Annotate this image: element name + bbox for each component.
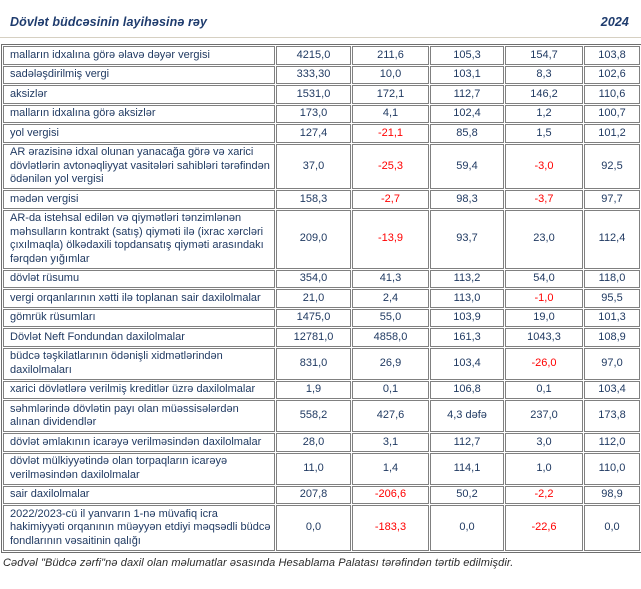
row-value: -2,7 [352, 190, 429, 209]
row-value: 0,0 [276, 505, 351, 551]
row-value: 103,1 [430, 66, 504, 85]
row-value: 4215,0 [276, 46, 351, 65]
row-value: 4,3 dəfə [430, 400, 504, 432]
row-value: 3,0 [505, 433, 583, 452]
row-value: 110,0 [584, 453, 640, 485]
row-label: mədən vergisi [3, 190, 275, 209]
document-header [0, 0, 641, 38]
row-value: 103,4 [584, 381, 640, 400]
row-label: malların idxalına görə əlavə dəyər vergisi [3, 46, 275, 65]
row-value: 12781,0 [276, 328, 351, 347]
table-row [3, 46, 640, 65]
row-value: 95,5 [584, 289, 640, 308]
row-value: 1,9 [276, 381, 351, 400]
row-value: 209,0 [276, 210, 351, 269]
row-value: -13,9 [352, 210, 429, 269]
row-value: -3,7 [505, 190, 583, 209]
row-value: -21,1 [352, 124, 429, 143]
row-value: 1,2 [505, 105, 583, 124]
page-title: Dövlət büdcəsinin layihəsinə rəy [10, 15, 208, 29]
table-row [3, 66, 640, 85]
year-label: 2024 [600, 15, 629, 29]
row-value: 110,6 [584, 85, 640, 104]
row-value: 3,1 [352, 433, 429, 452]
row-value: 831,0 [276, 348, 351, 380]
row-value: 158,3 [276, 190, 351, 209]
row-value: 154,7 [505, 46, 583, 65]
row-label: dövlət rüsumu [3, 270, 275, 289]
row-label: aksizlər [3, 85, 275, 104]
row-label: Dövlət Neft Fondundan daxilolmalar [3, 328, 275, 347]
row-value: 112,4 [584, 210, 640, 269]
row-value: 161,3 [430, 328, 504, 347]
row-label: vergi orqanlarının xətti ilə toplanan sair daxilolmalar [3, 289, 275, 308]
row-value: 93,7 [430, 210, 504, 269]
row-value: 11,0 [276, 453, 351, 485]
table-row [3, 486, 640, 505]
row-label: AR-da istehsal edilən və qiymətləri tənzimlənən məhsulların kontrakt (satış) qiyməti ilə (ixrac xərcləri çıxılmaqla) ölkədaxili topdansatış qiyməti arasındakı fərqdən yığımlar [3, 210, 275, 269]
table-row [3, 328, 640, 347]
row-value: -2,2 [505, 486, 583, 505]
table-row [3, 105, 640, 124]
row-value: 103,9 [430, 309, 504, 328]
row-value: 103,4 [430, 348, 504, 380]
row-value: 112,0 [584, 433, 640, 452]
row-value: 2,4 [352, 289, 429, 308]
row-value: 41,3 [352, 270, 429, 289]
row-value: 92,5 [584, 144, 640, 190]
row-value: 113,0 [430, 289, 504, 308]
row-value: 1,5 [505, 124, 583, 143]
row-value: 106,8 [430, 381, 504, 400]
row-value: 21,0 [276, 289, 351, 308]
row-value: 173,0 [276, 105, 351, 124]
table-row [3, 381, 640, 400]
row-value: 0,0 [584, 505, 640, 551]
table-row [3, 190, 640, 209]
row-value: 1,4 [352, 453, 429, 485]
row-value: 26,9 [352, 348, 429, 380]
row-value: 112,7 [430, 85, 504, 104]
row-value: -183,3 [352, 505, 429, 551]
row-value: 54,0 [505, 270, 583, 289]
table-row [3, 348, 640, 380]
budget-table [1, 44, 641, 553]
row-label: gömrük rüsumları [3, 309, 275, 328]
row-value: 118,0 [584, 270, 640, 289]
row-value: 102,6 [584, 66, 640, 85]
row-value: 23,0 [505, 210, 583, 269]
row-value: 1,0 [505, 453, 583, 485]
table-row [3, 453, 640, 485]
row-value: 112,7 [430, 433, 504, 452]
row-label: sair daxilolmalar [3, 486, 275, 505]
row-value: 207,8 [276, 486, 351, 505]
row-value: 4858,0 [352, 328, 429, 347]
row-value: 59,4 [430, 144, 504, 190]
row-value: 113,2 [430, 270, 504, 289]
row-value: -3,0 [505, 144, 583, 190]
row-value: -206,6 [352, 486, 429, 505]
row-value: 172,1 [352, 85, 429, 104]
row-label: yol vergisi [3, 124, 275, 143]
table-row [3, 124, 640, 143]
row-value: 127,4 [276, 124, 351, 143]
row-value: 211,6 [352, 46, 429, 65]
row-value: 558,2 [276, 400, 351, 432]
table-row [3, 210, 640, 269]
table-row [3, 144, 640, 190]
row-value: 19,0 [505, 309, 583, 328]
row-label: büdcə təşkilatlarının ödənişli xidmətlərindən daxilolmaları [3, 348, 275, 380]
table-row [3, 400, 640, 432]
row-value: 100,7 [584, 105, 640, 124]
row-value: 0,0 [430, 505, 504, 551]
row-value: 98,9 [584, 486, 640, 505]
row-value: 37,0 [276, 144, 351, 190]
row-value: 1475,0 [276, 309, 351, 328]
row-value: -25,3 [352, 144, 429, 190]
row-value: -26,0 [505, 348, 583, 380]
row-value: 85,8 [430, 124, 504, 143]
row-value: -22,6 [505, 505, 583, 551]
table-row [3, 289, 640, 308]
row-value: 50,2 [430, 486, 504, 505]
row-value: 28,0 [276, 433, 351, 452]
row-value: 8,3 [505, 66, 583, 85]
row-value: 101,3 [584, 309, 640, 328]
row-label: sadələşdirilmiş vergi [3, 66, 275, 85]
row-value: 0,1 [505, 381, 583, 400]
row-value: 1531,0 [276, 85, 351, 104]
row-value: 427,6 [352, 400, 429, 432]
row-value: 333,30 [276, 66, 351, 85]
row-value: 10,0 [352, 66, 429, 85]
row-value: 1043,3 [505, 328, 583, 347]
row-value: 97,0 [584, 348, 640, 380]
row-label: xarici dövlətlərə verilmiş kreditlər üzrə daxilolmalar [3, 381, 275, 400]
row-value: 105,3 [430, 46, 504, 65]
row-value: 4,1 [352, 105, 429, 124]
row-value: 97,7 [584, 190, 640, 209]
row-value: 173,8 [584, 400, 640, 432]
row-value: -1,0 [505, 289, 583, 308]
row-value: 103,8 [584, 46, 640, 65]
row-label: dövlət əmlakının icarəyə verilməsindən daxilolmalar [3, 433, 275, 452]
row-label: dövlət mülkiyyətində olan torpaqların icarəyə verilməsindən daxilolmalar [3, 453, 275, 485]
row-label: 2022/2023-cü il yanvarın 1-nə müvafiq icra hakimiyyəti orqanının müəyyən etdiyi məqsədli büdcə fondlarının vəsaitinin qalığı [3, 505, 275, 551]
row-value: 108,9 [584, 328, 640, 347]
row-value: 98,3 [430, 190, 504, 209]
row-label: AR ərazisinə idxal olunan yanacağa görə və xarici dövlətlərin avtonəqliyyat vasitələri sahibləri tərəfindən ödənilən yol vergisi [3, 144, 275, 190]
row-value: 237,0 [505, 400, 583, 432]
table-footnote: Cədvəl "Büdcə zərfi"nə daxil olan məlumatlar əsasında Hesablama Palatası tərəfindən tərtib edilmişdir. [3, 556, 514, 569]
row-value: 0,1 [352, 381, 429, 400]
budget-table-body [3, 46, 640, 551]
table-row [3, 309, 640, 328]
table-row [3, 270, 640, 289]
row-label: səhmlərində dövlətin payı olan müəssisələrdən alınan dividendlər [3, 400, 275, 432]
row-value: 146,2 [505, 85, 583, 104]
row-value: 114,1 [430, 453, 504, 485]
row-value: 101,2 [584, 124, 640, 143]
row-value: 55,0 [352, 309, 429, 328]
table-row [3, 505, 640, 551]
table-row [3, 85, 640, 104]
row-value: 354,0 [276, 270, 351, 289]
table-row [3, 433, 640, 452]
row-label: malların idxalına görə aksizlər [3, 105, 275, 124]
row-value: 102,4 [430, 105, 504, 124]
